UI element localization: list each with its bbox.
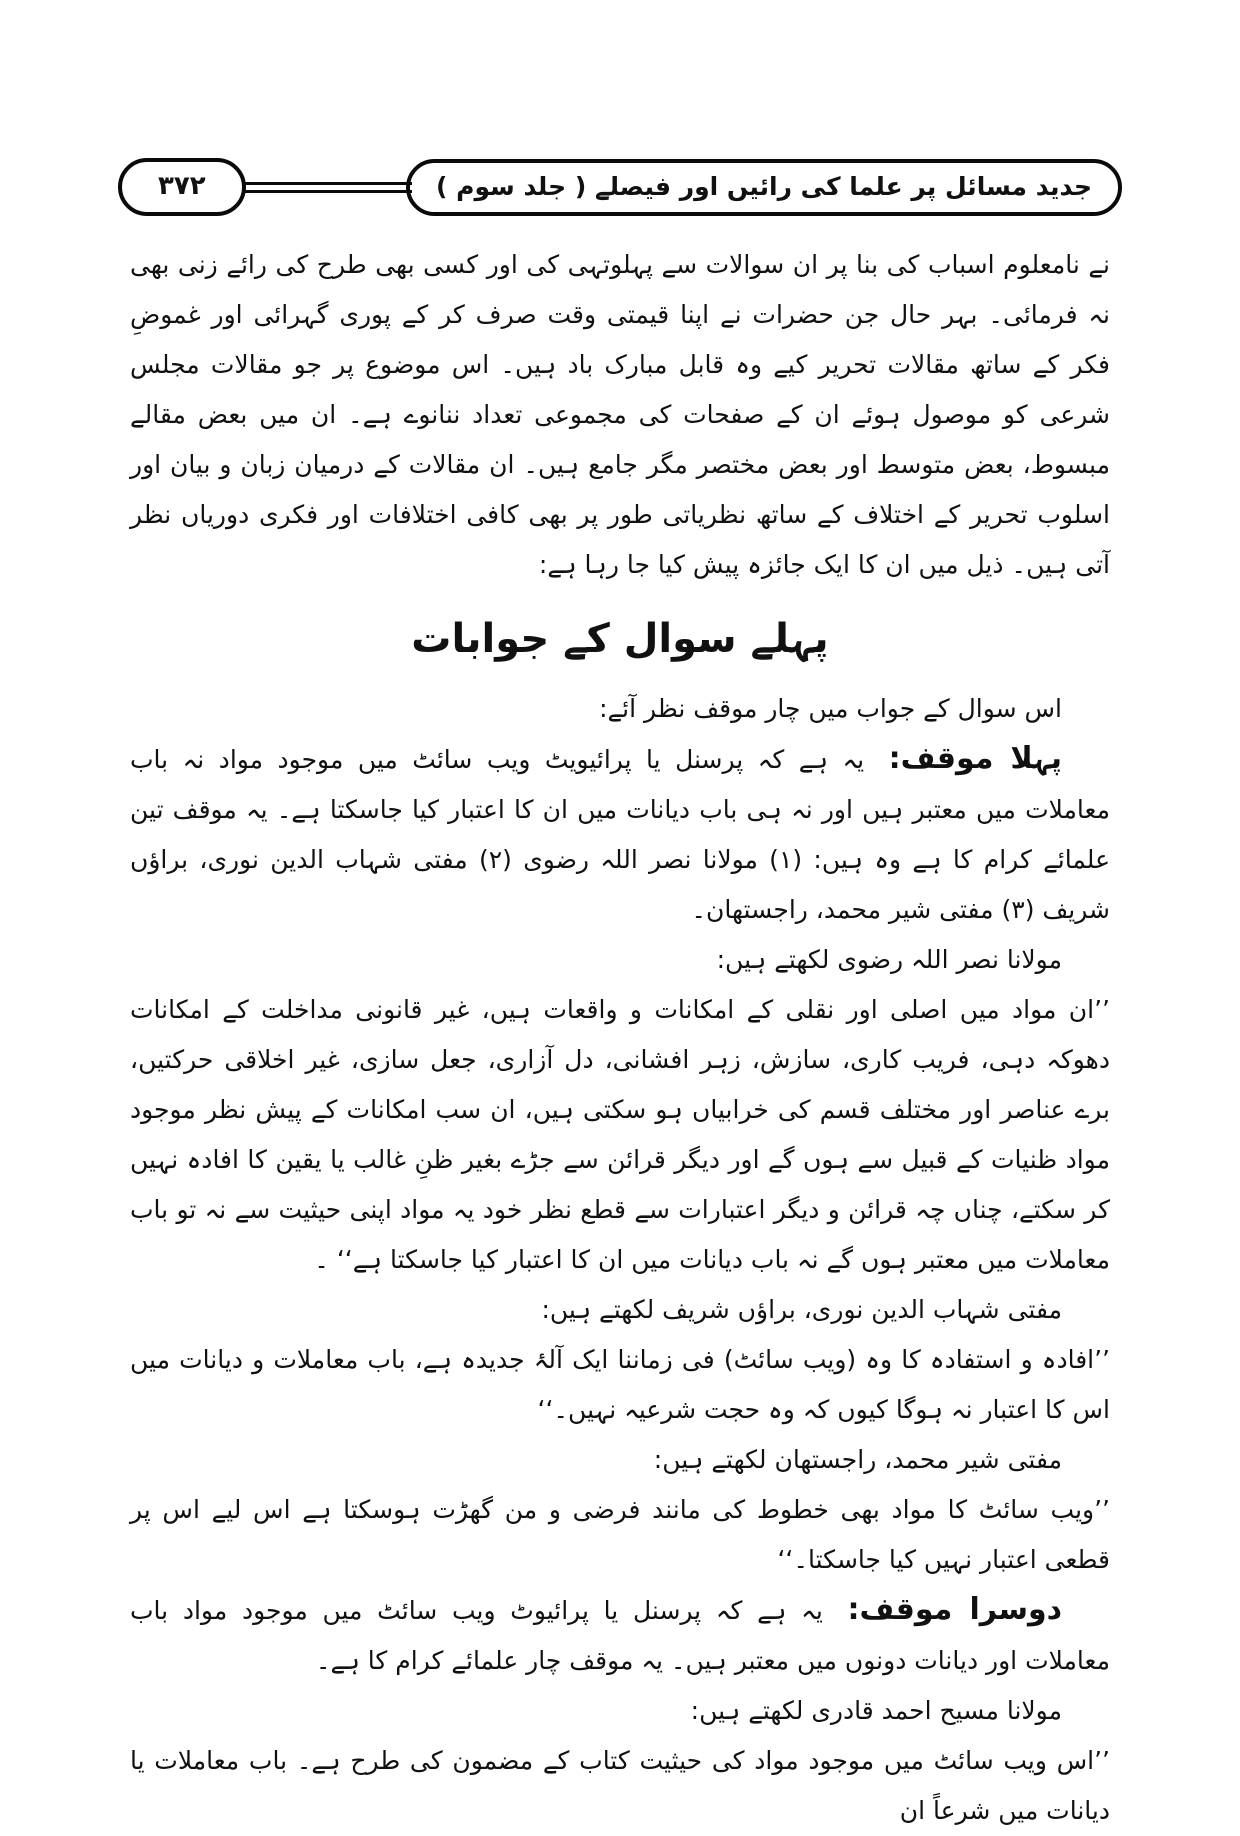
book-title-badge: جدید مسائل پر علما کی رائیں اور فیصلے ( جلد سوم ) <box>406 159 1122 216</box>
page-number-badge: ۳۷۲ <box>118 158 246 216</box>
scholar-1-intro-line: مولانا نصر اللہ رضوی لکھتے ہیں: <box>716 945 1062 974</box>
scholar-4-quote: ’’اس ویب سائٹ میں موجود مواد کی حیثیت کتاب کے مضمون کی طرح ہے۔ باب معاملات یا دیانات میں شرعاً ان <box>130 1746 1110 1825</box>
intro-paragraph: نے نامعلوم اسباب کی بنا پر ان سوالات سے پہلوتہی کی اور کسی بھی طرح کی رائے زنی بھی نہ فرمائی۔ بہر حال جن حضرات نے اپنا قیمتی وقت صرف کر کے پوری گہرائی اور غموضِ فکر کے ساتھ مقالات تحریر کیے وہ قابل مبارک باد ہیں۔ اس موضوع پر جو مقالات مجلس شرعی کو موصول ہوئے ان کے صفحات کی مجموعی تعداد ننانوے ہے۔ ان میں بعض مقالے مبسوط، بعض متوسط اور بعض مختصر مگر جامع ہیں۔ ان مقالات کے درمیان زبان و بیان اور اسلوب تحریر کے اختلاف کے ساتھ نظریاتی طور پر بھی کافی اختلافات اور فکری دوریاں نظر آتی ہیں۔ ذیل میں ان کا ایک جائزہ پیش کیا جا رہا ہے: <box>130 250 1110 579</box>
position-2-paragraph <box>130 1585 1110 1686</box>
answers-intro-line: اس سوال کے جواب میں چار موقف نظر آئے: <box>599 694 1062 723</box>
position-2-label: دوسرا موقف: <box>847 1592 1062 1627</box>
position-1-paragraph <box>130 734 1110 935</box>
position-1-label: پہلا موقف: <box>888 741 1062 776</box>
scholar-2-intro-line: مفتی شہاب الدین نوری، براؤں شریف لکھتے ہیں: <box>541 1295 1062 1324</box>
scholar-3-quote: ’’ویب سائٹ کا مواد بھی خطوط کی مانند فرضی و من گھڑت ہوسکتا ہے اس لیے اس پر قطعی اعتبار نہیں کیا جاسکتا۔‘‘ <box>130 1495 1110 1574</box>
scholar-3-intro-line: مفتی شیر محمد، راجستھان لکھتے ہیں: <box>653 1445 1062 1474</box>
scholar-2-quote: ’’افادہ و استفادہ کا وہ (ویب سائٹ) فی زماننا ایک آلۂ جدیدہ ہے، باب معاملات و دیانات میں اس کا اعتبار نہ ہوگا کیوں کہ وہ حجت شرعیہ نہیں۔‘‘ <box>130 1345 1110 1424</box>
position-2-text: یہ ہے کہ پرسنل یا پرائیوٹ ویب سائٹ میں موجود مواد باب معاملات اور دیانات دونوں میں معتبر ہیں۔ یہ موقف چار علمائے کرام کا ہے۔ <box>130 1596 1110 1675</box>
page-header <box>118 158 1122 216</box>
section-heading-first-question-answers: پہلے سوال کے جوابات <box>411 616 829 662</box>
position-1-text: یہ ہے کہ پرسنل یا پرائیویٹ ویب سائٹ میں موجود مواد نہ باب معاملات میں معتبر ہیں اور نہ ہی باب دیانات میں ان کا اعتبار کیا جاسکتا ہے۔ یہ موقف تین علمائے کرام کا ہے وہ ہیں: (۱) مولانا نصر اللہ رضوی (۲) مفتی شہاب الدین نوری، براؤں شریف (۳) مفتی شیر محمد، راجستھان۔ <box>130 745 1110 924</box>
scholar-4-intro-line: مولانا مسیح احمد قادری لکھتے ہیں: <box>690 1696 1062 1725</box>
scholar-1-quote: ’’ان مواد میں اصلی اور نقلی کے امکانات و واقعات ہیں، غیر قانونی مداخلت کے امکانات دھوکہ دہی، فریب کاری، سازش، زہر افشانی، دل آزاری، جعل سازی، غیر اخلاقی حرکتیں، برے عناصر اور مختلف قسم کی خرابیاں ہو سکتی ہیں، ان سب امکانات کے پیش نظر موجود مواد ظنیات کے قبیل سے ہوں گے اور دیگر قرائن سے جڑے بغیر ظنِ غالب یا یقین کا افادہ نہیں کر سکتے، چناں چہ قرائن و دیگر اعتبارات سے قطع نظر خود یہ مواد اپنی حیثیت سے نہ تو باب معاملات میں معتبر ہوں گے نہ باب دیانات میں ان کا اعتبار کیا جاسکتا ہے‘‘ ۔ <box>130 995 1110 1274</box>
header-double-rule <box>240 182 412 193</box>
page-body <box>0 230 1240 1836</box>
